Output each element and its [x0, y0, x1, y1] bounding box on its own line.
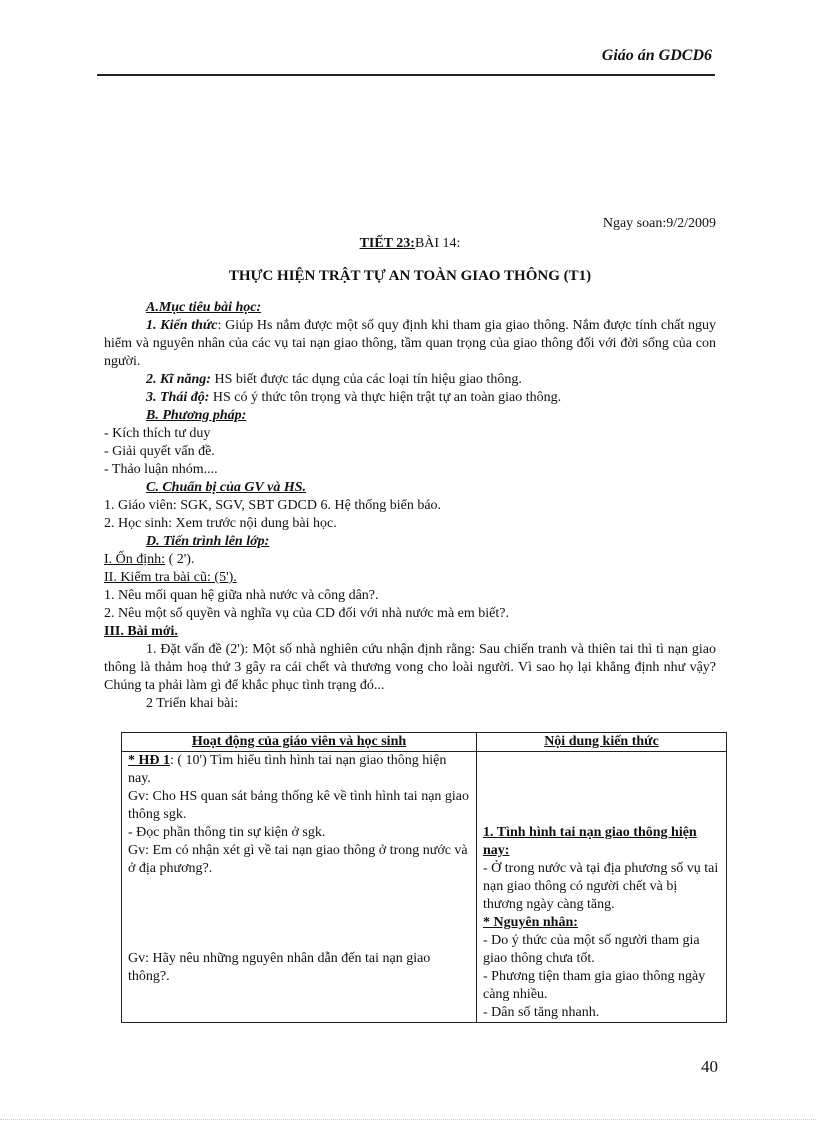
- prep-item: 1. Giáo viên: SGK, SGV, SBT GDCD 6. Hệ thống biển báo.: [104, 498, 442, 513]
- lesson-label: TIẾT 23:: [359, 236, 415, 251]
- section-c-heading: C. Chuẩn bị của GV và HS.: [146, 480, 307, 495]
- section-b-heading: B. Phương pháp:: [146, 408, 247, 423]
- skill-text: HS biết được tác dụng của các loại tín hiệu giao thông.: [210, 372, 522, 387]
- document-body: [104, 216, 716, 713]
- new-lesson-heading: III. Bài mới.: [104, 624, 178, 639]
- col2-header: Nội dung kiến thức: [477, 733, 727, 752]
- activity-question: Gv: Hãy nêu những nguyên nhân dẫn đến tai nạn giao thông?.: [128, 951, 431, 984]
- knowledge-paragraph: [104, 317, 716, 371]
- section-d-heading: D. Tiến trình lên lớp:: [146, 534, 270, 549]
- header-rule: [97, 74, 715, 76]
- page-number: 40: [701, 1057, 718, 1076]
- activity-cell: [122, 752, 477, 1023]
- table-row: [122, 752, 727, 1023]
- date-line: Ngay soan:9/2/2009: [602, 216, 716, 231]
- skill-paragraph: [104, 371, 716, 389]
- lesson-rest: BÀI 14:: [414, 236, 461, 251]
- header-title: Giáo án GDCD6: [601, 47, 712, 64]
- knowledge-text: : Giúp Hs nắm được một số quy định khi tham gia giao thông. Nắm được tính chất nguy hiểm và nguyên nhân của các vụ tai nạn giao thông, tầm quan trọng của giao thông đối với đời sống của con người.: [104, 318, 716, 369]
- review-item: 1. Nêu mối quan hệ giữa nhà nước và công dân?.: [104, 588, 379, 603]
- cause-item: - Dân số tăng nhanh.: [483, 1005, 600, 1020]
- cause-heading: * Nguyên nhân:: [483, 915, 578, 930]
- method-item: - Kích thích tư duy: [104, 426, 211, 441]
- lesson-table: [121, 732, 727, 1023]
- activity-line: Gv: Em có nhận xét gì về tai nạn giao thông ở trong nước và ở địa phương?.: [128, 843, 468, 876]
- deploy-line: 2 Triển khai bài:: [146, 696, 239, 711]
- cause-item: - Phương tiện tham gia giao thông ngày càng nhiều.: [483, 969, 706, 1002]
- review-item: 2. Nêu một số quyền và nghĩa vụ của CD đối với nhà nước mà em biết?.: [104, 606, 509, 621]
- attitude-paragraph: [104, 389, 716, 407]
- footer-divider: [0, 1119, 816, 1120]
- skill-label: 2. Kĩ năng:: [146, 372, 211, 387]
- hd1-label: * HĐ 1: [128, 753, 170, 768]
- attitude-text: HS có ý thức tôn trọng và thực hiện trật tự an toàn giao thông.: [209, 390, 562, 405]
- prep-item: 2. Học sinh: Xem trước nội dung bài học.: [104, 516, 337, 531]
- review-heading: II. Kiểm tra bài cũ: (5').: [104, 570, 237, 585]
- section-a-heading: A.Mục tiêu bài học:: [146, 300, 262, 315]
- stabilize-line: [104, 551, 716, 569]
- content-cell: [477, 752, 727, 1023]
- method-item: - Thảo luận nhóm....: [104, 462, 218, 477]
- page-title: THỰC HIỆN TRẬT TỰ AN TOÀN GIAO THÔNG (T1): [228, 268, 592, 284]
- activity-line: Gv: Cho HS quan sát bảng thống kê về tình hình tai nạn giao thông sgk.: [128, 789, 470, 822]
- col1-header: Hoạt động của giáo viên và học sinh: [122, 733, 477, 752]
- hd1-text: : ( 10') Tìm hiểu tình hình tai nạn giao thông hiện nay.: [128, 753, 447, 786]
- table-header-row: [122, 733, 727, 752]
- stabilize-label: I. Ổn định:: [104, 552, 166, 567]
- method-item: - Giải quyết vấn đề.: [104, 444, 215, 459]
- knowledge-label: 1. Kiến thức: [146, 318, 218, 333]
- activity-line: - Đọc phần thông tin sự kiện ở sgk.: [128, 825, 326, 840]
- cause-item: - Do ý thức của một số người tham gia giao thông chưa tốt.: [483, 933, 700, 966]
- lesson-line: [104, 236, 716, 252]
- content-heading: 1. Tình hình tai nạn giao thông hiện nay:: [483, 825, 697, 858]
- hd1-line: [128, 752, 470, 788]
- stabilize-text: ( 2').: [165, 552, 195, 567]
- attitude-label: 3. Thái độ:: [146, 390, 210, 405]
- content-text: - Ở trong nước và tại địa phương số vụ tai nạn giao thông có người chết và bị thương ngày càng tăng.: [483, 861, 719, 912]
- intro-paragraph: 1. Đặt vấn đề (2'): Một số nhà nghiên cứu nhận định rằng: Sau chiến tranh và thiên tai thì tì nạn giao thông là thảm hoạ thứ 3 gây ra cái chết và thương vong cho loài người. Vì sao họ lại khẳng định như vậy? Chúng ta phải làm gì để khắc phục tình trạng đó...: [104, 642, 716, 693]
